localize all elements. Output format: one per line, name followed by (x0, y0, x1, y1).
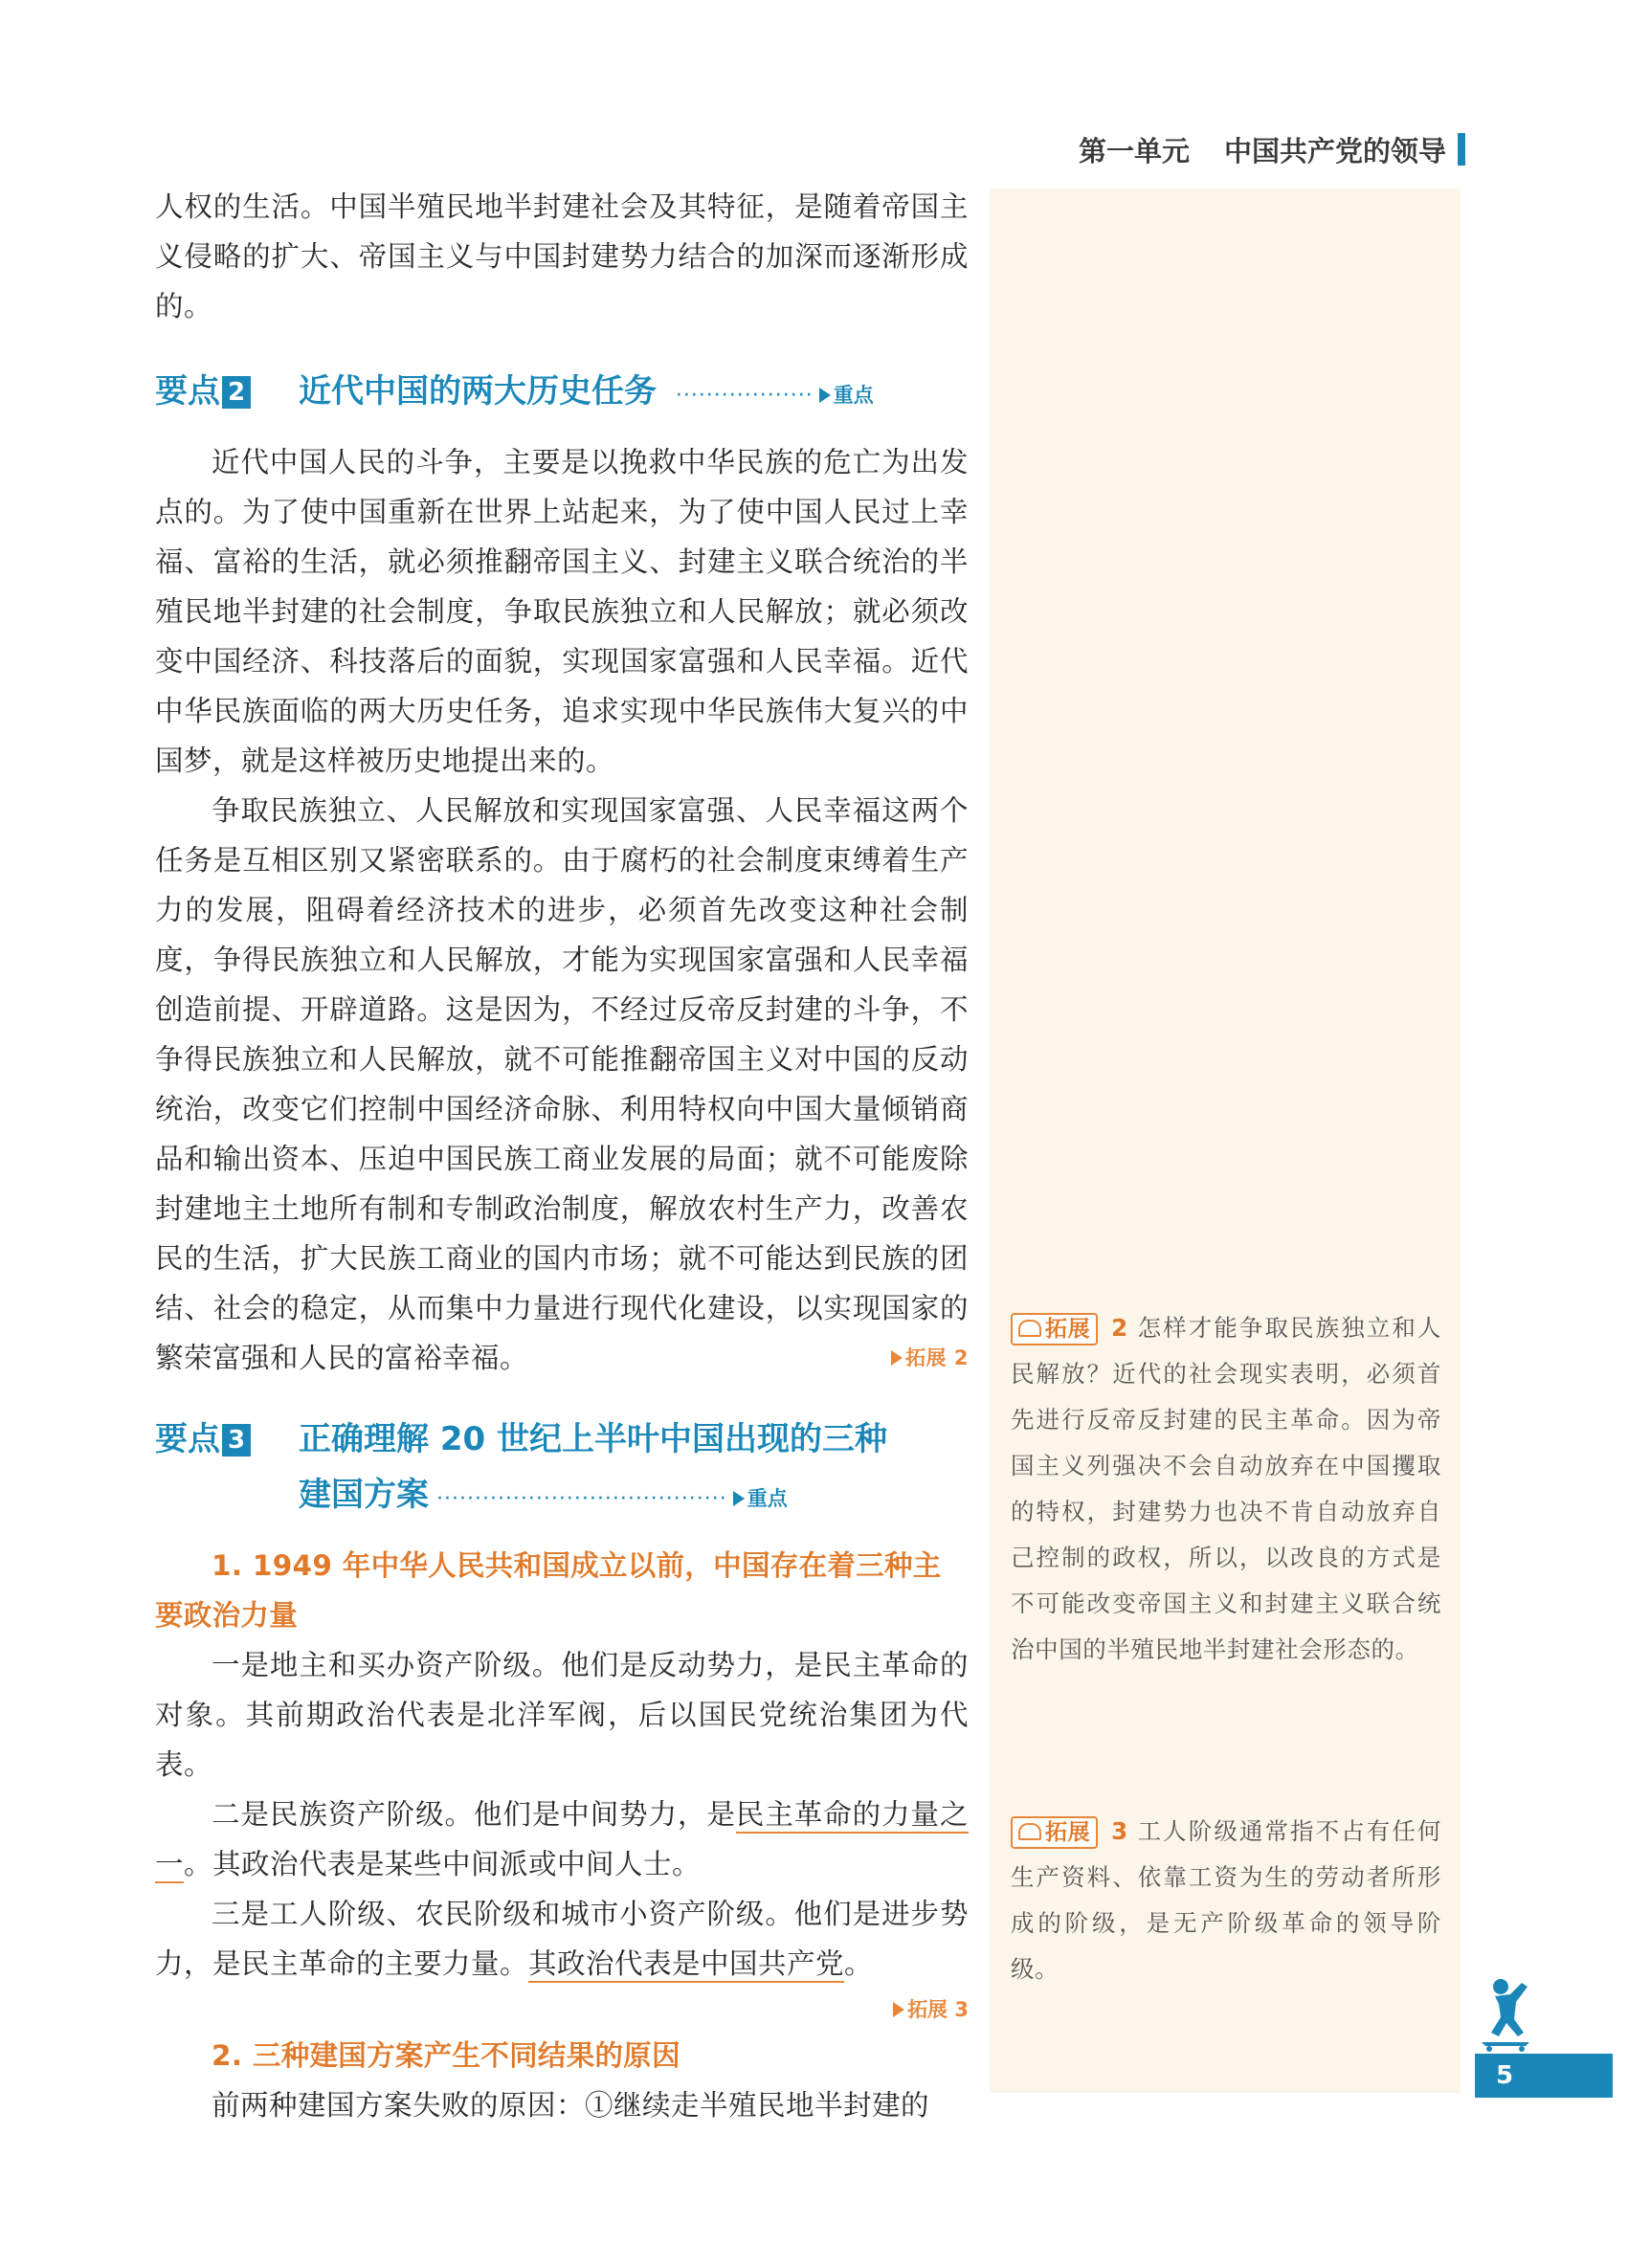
paragraph: 近代中国人民的斗争，主要是以挽救中华民族的危亡为出发点的。为了使中国重新在世界上站起来，为了使中国人民过上幸福、富裕的生活，就必须推翻帝国主义、封建主义联合统治的半殖民地半封建的社会制度，争取民族独立和人民解放；就必须改变中国经济、科技落后的面貌，实现国家富强和人民幸福。近代中华民族面临的两大历史任务，追求实现中华民族伟大复兴的中国梦，就是这样被历史地提出来的。 (155, 446, 969, 777)
section-heading-2 (155, 364, 969, 424)
section-title: 近代中国的两大历史任务 ·················· 重点 (299, 372, 874, 411)
paragraph: 一是地主和买办资产阶级。他们是反动势力，是民主革命的对象。其前期政治代表是北洋军阀，后以国民党统治集团为代表。 (155, 1649, 969, 1781)
page-number: 5 (1475, 2054, 1613, 2098)
extension-reference-3[interactable]: 拓展 3 (155, 1989, 969, 2031)
leader-dots: ·················· (667, 384, 814, 408)
key-point-badge: 要点 2 (155, 364, 251, 419)
extension-label: 拓展 (1011, 1816, 1098, 1849)
unit-label: 第一单元 (1078, 134, 1190, 167)
key-point-number: 2 (222, 376, 251, 409)
intro-paragraph: 人权的生活。中国半殖民地半封建社会及其特征，是随着帝国主义侵略的扩大、帝国主义与中国封建势力结合的加深而逐渐形成的。 (155, 190, 969, 322)
running-header (1079, 130, 1465, 168)
paragraph: 三是工人阶级、农民阶级和城市小资产阶级。他们是进步势力，是民主革命的主要力量。其政治代表是中国共产党。 (155, 1889, 969, 1989)
triangle-icon (891, 1350, 903, 1366)
extension-icon (1018, 1823, 1041, 1840)
extension-label: 拓展 (1011, 1313, 1098, 1345)
subheading: 2. 三种建国方案产生不同结果的原因 (212, 2039, 680, 2072)
chapter-title: 中国共产党的领导 (1223, 134, 1446, 167)
header-accent-bar (1458, 133, 1465, 166)
triangle-icon (819, 388, 831, 403)
underlined-phrase: 其政治代表是中国共产党 (528, 1947, 844, 1983)
extension-reference-2[interactable]: 拓展 2 (829, 1333, 969, 1383)
subheading: 1. 1949 年中华人民共和国成立以前，中国存在着三种主要政治力量 (155, 1549, 942, 1632)
key-tag: 重点 (747, 1487, 788, 1510)
section-title: 正确理解 20 世纪上半叶中国出现的三种 建国方案 ······································ 重点 (299, 1420, 887, 1514)
note-text: 工人阶级通常指不占有任何生产资料、依靠工资为生的劳动者所形成的阶级，是无产阶级革命的领导阶级。 (1011, 1817, 1442, 1983)
note-number: 3 (1111, 1817, 1128, 1845)
paragraph: 前两种建国方案失败的原因：①继续走半殖民地半封建的 (212, 2089, 930, 2122)
side-notes-panel (990, 189, 1461, 2093)
extension-icon (1018, 1320, 1041, 1337)
leader-dots: ······································ (429, 1487, 727, 1511)
main-text-column (155, 182, 969, 2130)
extension-note-3 (1011, 1809, 1441, 1992)
paragraph: 二是民族资产阶级。他们是中间势力，是民主革命的力量之一。其政治代表是某些中间派或中间人士。 (155, 1790, 969, 1889)
underlined-phrase: 民主革命的力量之一 (155, 1798, 969, 1883)
key-point-badge: 要点 3 (155, 1412, 251, 1467)
mascot-figure-icon (1472, 1969, 1549, 2052)
note-number: 2 (1111, 1314, 1128, 1342)
triangle-icon (733, 1491, 745, 1506)
extension-note-2 (1011, 1305, 1441, 1673)
triangle-icon (893, 2002, 904, 2017)
key-point-number: 3 (222, 1424, 251, 1456)
section-heading-3 (155, 1412, 969, 1527)
note-text: 怎样才能争取民族独立和人民解放？近代的社会现实表明，必须首先进行反帝反封建的民主革命。因为帝国主义列强决不会自动放弃在中国攫取的特权，封建势力也决不肯自动放弃自己控制的政权，所以，以改良的方式是不可能改变帝国主义和封建主义联合统治中国的半殖民地半封建社会形态的。 (1011, 1314, 1442, 1663)
key-tag: 重点 (833, 384, 874, 407)
paragraph: 争取民族独立、人民解放和实现国家富强、人民幸福这两个任务是互相区别又紧密联系的。由于腐朽的社会制度束缚着生产力的发展，阻碍着经济技术的进步，必须首先改变这种社会制度，争得民族独立和人民解放，才能为实现国家富强和人民幸福创造前提、开辟道路。这是因为，不经过反帝反封建的斗争，不争得民族独立和人民解放，就不可能推翻帝国主义对中国的反动统治，改变它们控制中国经济命脉、利用特权向中国大量倾销商品和输出资本、压迫中国民族工商业发展的局面；就不可能废除封建地主土地所有制和专制政治制度，解放农村生产力，改善农民的生活，扩大民族工商业的国内市场；就不可能达到民族的团结、社会的稳定，从而集中力量进行现代化建设，以实现国家的繁荣富强和人民的富裕幸福。 拓展 2 (155, 786, 969, 1383)
